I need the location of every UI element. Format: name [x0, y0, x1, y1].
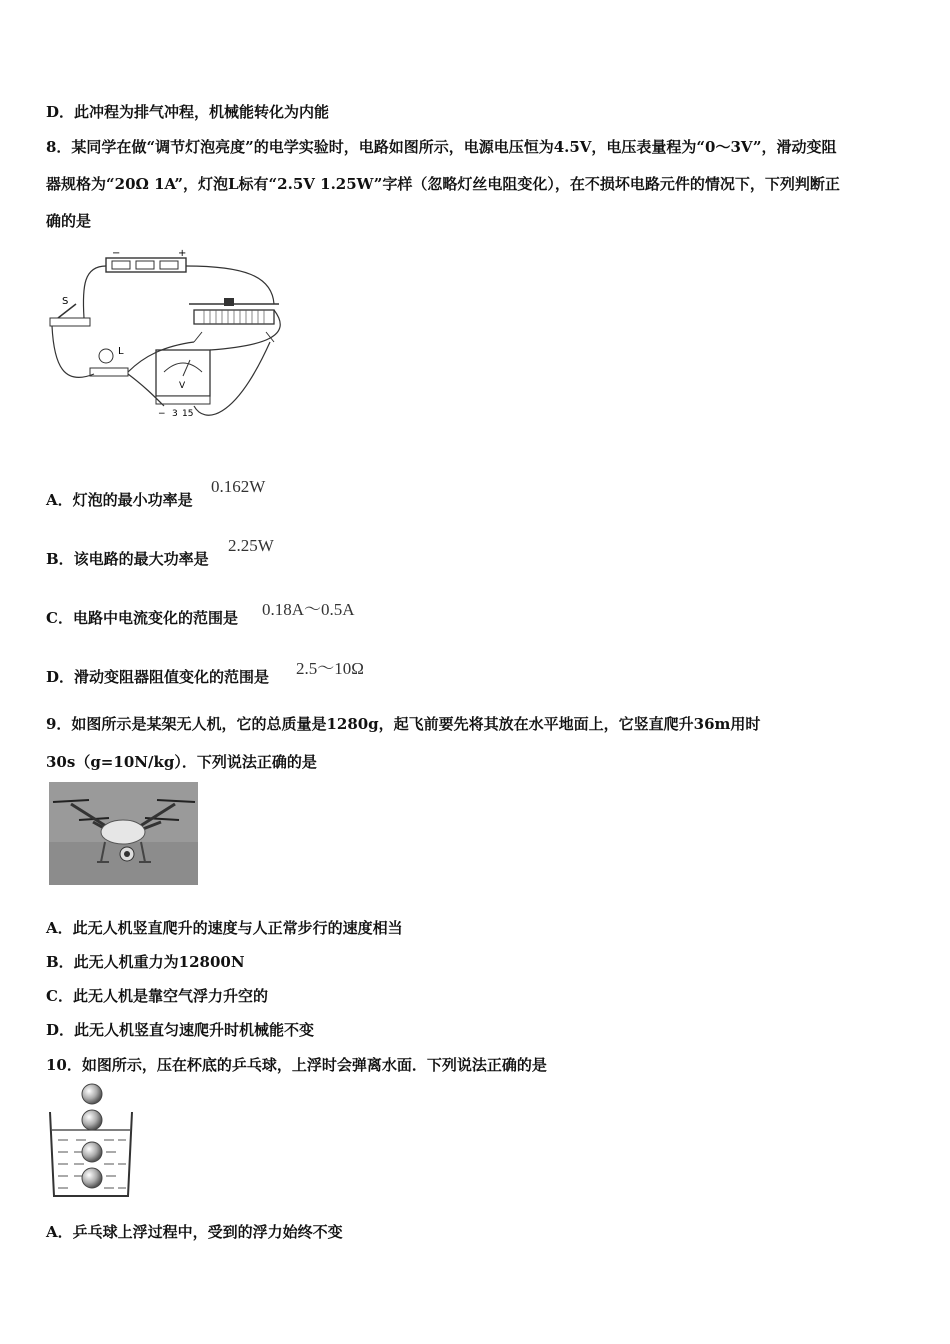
- q8-option-b-math: 2.25W: [228, 536, 274, 555]
- q9-option-c: C．此无人机是靠空气浮力升空的: [46, 987, 268, 1005]
- battery-minus-label: −: [112, 248, 121, 259]
- q8-stem-line2: 器规格为“20Ω 1A”，灯泡L标有“2.5V 1.25W”字样（忽略灯丝电阻变化），在不损坏电路元件的情况下，下列判断正: [46, 175, 840, 193]
- q10-option-a: A．乒乓球上浮过程中，受到的浮力始终不变: [46, 1223, 343, 1241]
- circuit-diagram: [44, 246, 284, 426]
- lamp-base: [90, 368, 128, 376]
- q9-stem-line2: 30s（g=10N/kg）．下列说法正确的是: [46, 753, 317, 771]
- q8-stem-line3: 确的是: [46, 212, 92, 230]
- q9-option-b: B．此无人机重力为12800N: [46, 953, 245, 971]
- prev-option-d: D．此冲程为排气冲程，机械能转化为内能: [46, 103, 330, 121]
- ball-at-bottom: [82, 1168, 102, 1188]
- voltmeter-label: V: [179, 381, 186, 391]
- rheostat-slider: [224, 298, 234, 306]
- switch-label: S: [62, 296, 69, 307]
- q8-stem-line1: 8．某同学在做“调节灯泡亮度”的电学实验时，电路如图所示，电源电压恒为4.5V，电压表量程为“0～3V”，滑动变阻: [46, 138, 837, 156]
- q8-option-d-math: 2.5～10Ω: [296, 659, 364, 678]
- q8-option-c-math: 0.18A～0.5A: [262, 600, 355, 619]
- terminal-3-label: 3: [172, 409, 178, 419]
- drone-photo: [49, 782, 198, 885]
- q8-option-a-math: 0.162W: [211, 477, 266, 496]
- ball-at-surface: [82, 1110, 102, 1130]
- battery-plus-label: +: [178, 248, 187, 259]
- ball-rising: [82, 1142, 102, 1162]
- q9-stem-line1: 9．如图所示是某架无人机，它的总质量是1280g，起飞前要先将其放在水平地面上，它竖直爬升36m用时: [46, 715, 761, 733]
- q10-stem: 10．如图所示，压在杯底的乒乓球，上浮时会弹离水面．下列说法正确的是: [46, 1056, 547, 1074]
- rheostat-legs: [194, 332, 274, 342]
- battery-box: [106, 258, 186, 272]
- drone-body: [101, 820, 145, 844]
- voltmeter-terminal-strip: [156, 396, 210, 404]
- q8-option-c: C．电路中电流变化的范围是: [46, 609, 238, 627]
- q8-option-a: A．灯泡的最小功率是: [46, 491, 193, 509]
- q9-option-d: D．此无人机竖直匀速爬升时机械能不变: [46, 1021, 315, 1039]
- terminal-15-label: 15: [182, 409, 194, 419]
- lamp-bulb: [99, 349, 113, 363]
- cup-with-balls-figure: [44, 1082, 136, 1200]
- ball-above-water: [82, 1084, 102, 1104]
- terminal-minus-label: −: [158, 409, 166, 419]
- lamp-label: L: [118, 346, 124, 357]
- q8-option-d: D．滑动变阻器阻值变化的范围是: [46, 668, 270, 686]
- q8-option-b: B．该电路的最大功率是: [46, 550, 209, 568]
- switch-base: [50, 318, 90, 326]
- q9-option-a: A．此无人机竖直爬升的速度与人正常步行的速度相当: [46, 919, 403, 937]
